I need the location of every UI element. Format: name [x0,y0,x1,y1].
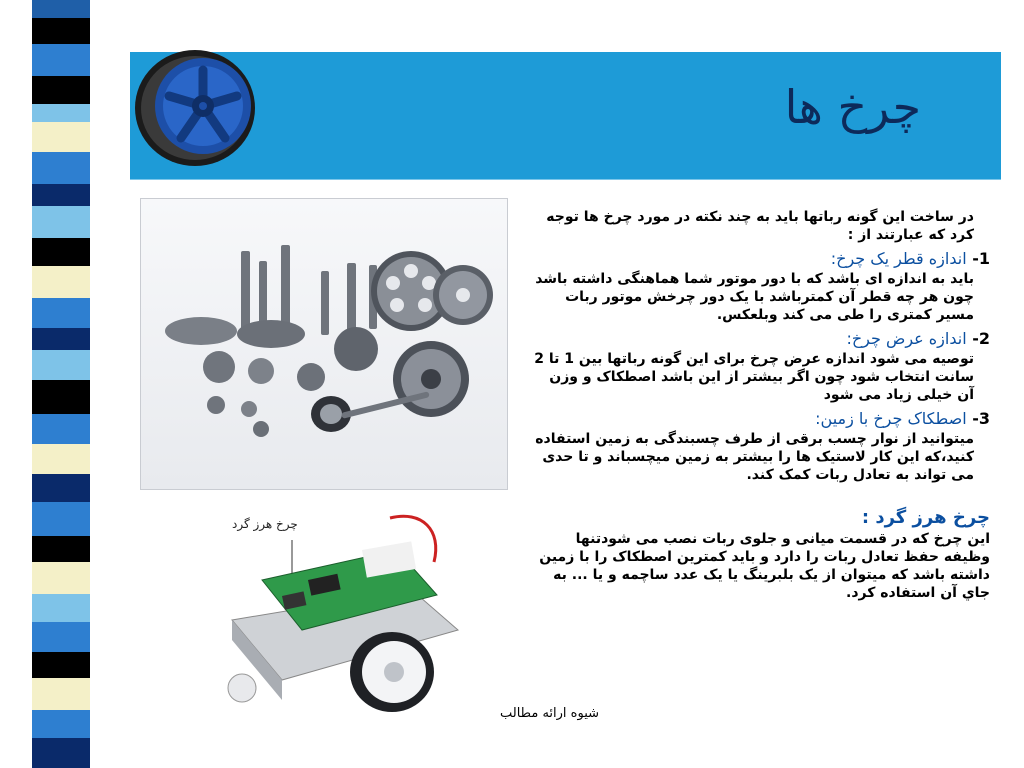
slide-title: چرخ ها [784,80,921,134]
caster-heading: چرخ هرز گرد : [861,507,990,528]
caster-body: این چرخ که در قسمت میانی و جلوی ربات نصب می شودتنها وظیفه حفظ تعادل ربات را دارد و باید کمترین اصطکاک را با زمین داشته باشد که میتوان از یک بلبرینگ یا یک عدد ساچمه و یا ... به جاي آن استفاده کرد. [539,531,990,601]
section-3-body: میتوانید از نوار چسب برقی از طرف چسبندگی به زمین استفاده کنید،که این کار لاستیک ها را بیشتر به زمین میچسباند و تا حدی می تواند به تعادل ربات کمک کند. [535,431,974,483]
section-1-body: باید به اندازه ای باشد که با دور موتور شما هماهنگی داشته باشد چون هر چه قطر آن کمترباشد با یک دور چرخش موتور ربات مسیر کمتری را طی می کند وبلعکس. [535,271,974,323]
section-2-body: توصیه می شود اندازه عرض چرخ برای این گونه رباتها بین 1 تا 2 سانت انتخاب شود چون اگر بیشتر از این باشد اصطکاک و وزن آن خیلی زیاد می شود [534,351,974,403]
section-label: اندازه قطر یک چرخ: [830,249,967,268]
robot-image [222,510,462,725]
section-3-heading [530,408,990,430]
robot-caption: چرخ هرز گرد [232,517,298,531]
section-2-heading [530,328,990,350]
slide-footer: شیوه ارائه مطالب [500,706,600,721]
section-number: 1- [972,249,990,268]
wheel-image [133,46,261,168]
decorative-strip [32,0,90,768]
section-number: 3- [972,409,990,428]
section-label: اصطکاک چرخ با زمین: [815,409,967,428]
section-1-heading [530,248,990,270]
section-number: 2- [972,329,990,348]
section-label: اندازه عرض چرخ: [846,329,967,348]
content-body [530,208,990,602]
gears-photo [140,198,508,490]
intro-text: در ساخت این گونه رباتها باید به چند نکته در مورد چرخ ها توجه کرد که عبارتند از : [546,209,974,243]
